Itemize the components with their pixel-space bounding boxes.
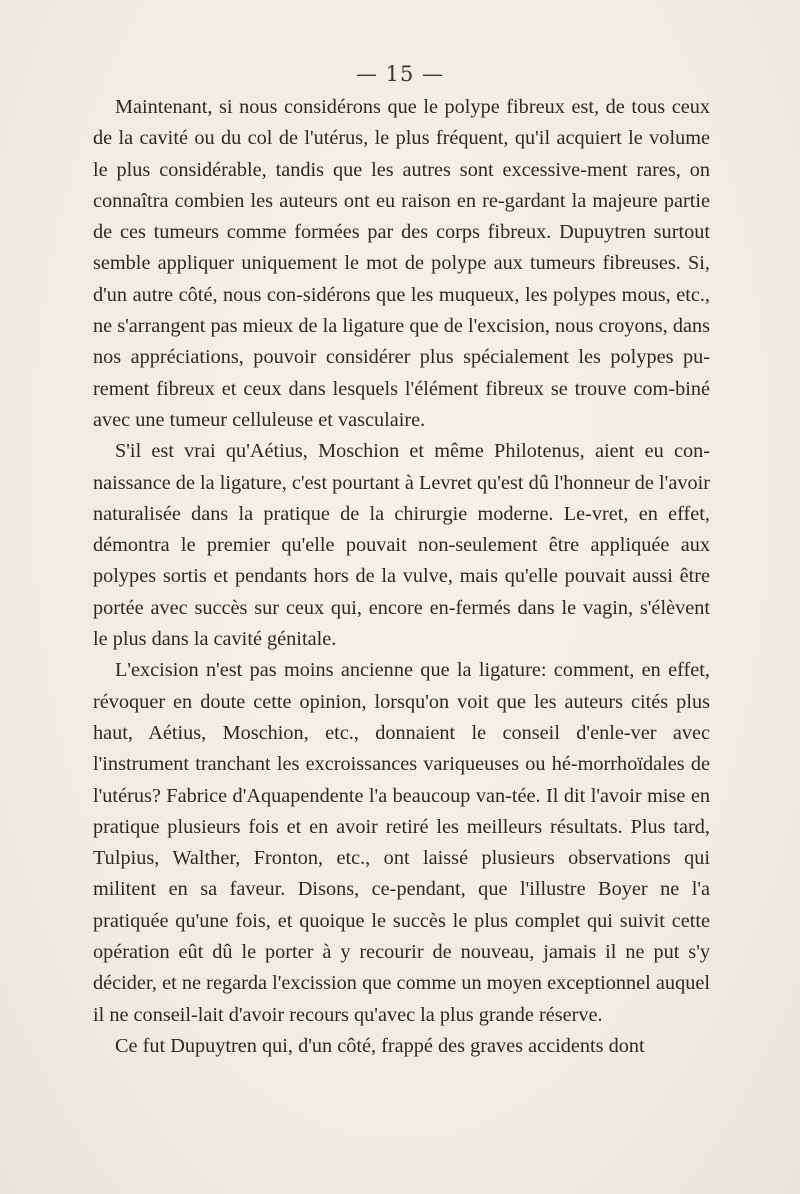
paragraph-2: S'il est vrai qu'Aétius, Moschion et même Philotenus, aient eu con-naissance de la ligature, c'est pourtant à Levret qu'est dû l'honneur de l'avoir naturalisée dans la pratique de la chirurgie moderne. Le-vret, en effet, démontra le premier qu'elle pouvait non-seulement être appliquée aux polypes sortis et pendants hors de la vulve, mais qu'elle pouvait aussi être portée avec succès sur ceux qui, encore en-fermés dans le vagin, s'élèvent le plus dans la cavité génitale.	[93, 440, 710, 651]
text-body	[93, 92, 710, 1062]
paragraph-4: Ce fut Dupuytren qui, d'un côté, frappé des graves accidents dont	[115, 1034, 645, 1057]
paragraph-1: Maintenant, si nous considérons que le polype fibreux est, de tous ceux de la cavité ou du col de l'utérus, le plus fréquent, qu'il acquiert le volume le plus considérable, tandis que les autres sont excessive-ment rares, on connaîtra combien les auteurs ont eu raison en re-gardant la majeure partie de ces tumeurs comme formées par des corps fibreux. Dupuytren surtout semble appliquer uniquement le mot de polype aux tumeurs fibreuses. Si, d'un autre côté, nous con-sidérons que les muqueux, les polypes mous, etc., ne s'arrangent pas mieux de la ligature que de l'excision, nous croyons, dans nos appréciations, pouvoir considérer plus spécialement les polypes pu-rement fibreux et ceux dans lesquels l'élément fibreux se trouve com-biné avec une tumeur celluleuse et vasculaire.	[93, 96, 710, 431]
paragraph-3: L'excision n'est pas moins ancienne que la ligature: comment, en effet, révoquer en doute cette opinion, lorsqu'on voit que les auteurs cités plus haut, Aétius, Moschion, etc., donnaient le conseil d'enle-ver avec l'instrument tranchant les excroissances variqueuses ou hé-morrhoïdales de l'utérus? Fabrice d'Aquapendente l'a beaucoup van-tée. Il dit l'avoir mise en pratique plusieurs fois et en avoir retiré les meilleurs résultats. Plus tard, Tulpius, Walther, Fronton, etc., ont laissé plusieurs observations qui militent en sa faveur. Disons, ce-pendant, que l'illustre Boyer ne l'a pratiquée qu'une fois, et quoique le succès le plus complet qui suivit cette opération eût dû le porter à y recourir de nouveau, jamais il ne put s'y décider, et ne regarda l'excission que comme un moyen exceptionnel auquel il ne conseil-lait d'avoir recours qu'avec la plus grande réserve.	[93, 659, 710, 1026]
page-number: — 15 —	[355, 62, 445, 86]
